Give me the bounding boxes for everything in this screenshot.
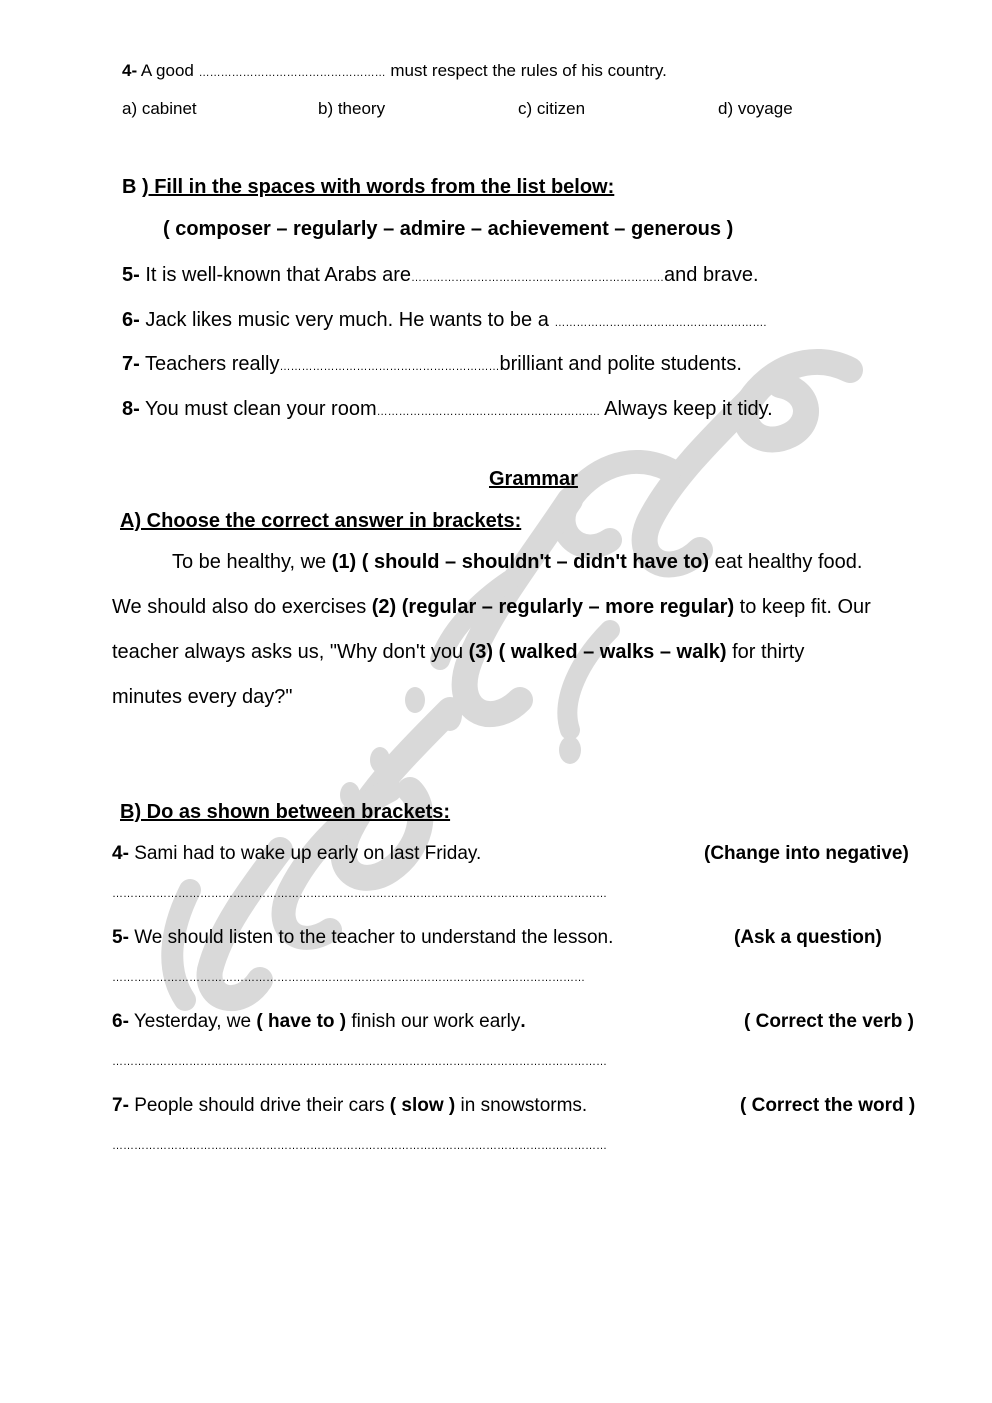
question-number: 4- (112, 843, 129, 864)
passage-text: for thirty (726, 641, 805, 663)
choice-2[interactable]: (2) (regular – regularly – more regular) (371, 596, 735, 618)
question-text-end: finish our work early (346, 1011, 521, 1032)
word-list: ( composer – regularly – admire – achievement – generous ) (163, 218, 734, 240)
transform-item-6 (112, 1011, 526, 1033)
question-text-end: in snowstorms. (455, 1095, 588, 1116)
answer-line-7[interactable]: ……………………………………………………………………………………………………………………… (112, 1140, 607, 1152)
highlighted-verb: ( have to ) (256, 1011, 347, 1032)
fill-item-6 (122, 309, 766, 332)
question-number: 5- (122, 264, 140, 286)
fill-item-8 (122, 398, 773, 421)
question-text-end: must respect the rules of his country. (390, 61, 667, 80)
answer-line-4[interactable]: ……………………………………………………………………………………………………………………… (112, 888, 607, 900)
option-d[interactable]: d) voyage (718, 99, 793, 118)
question-text-end: brilliant and polite students. (499, 353, 742, 375)
choice-3[interactable]: (3) ( walked – walks – walk) (468, 641, 727, 663)
grammar-heading: Grammar (489, 468, 578, 490)
answer-blank[interactable]: …………………………………………………………… (411, 272, 665, 284)
question-number: 5- (112, 927, 129, 948)
grammar-b-title: B) Do as shown between brackets: (120, 801, 451, 823)
question-text: People should drive their cars (134, 1095, 390, 1116)
passage-line-1 (172, 551, 862, 574)
passage-text: to keep fit. Our (734, 596, 871, 618)
answer-blank[interactable]: ……………………………………………………. (376, 406, 600, 418)
passage-line-2 (112, 596, 871, 619)
answer-line-6[interactable]: ……………………………………………………………………………………………………………………… (112, 1056, 607, 1068)
passage-text: We should also do exercises (112, 596, 372, 618)
question-text-end: and brave. (664, 264, 759, 286)
answer-blank[interactable]: …………………………………………………. (554, 317, 767, 329)
question-number: 7- (122, 353, 140, 375)
passage-text: teacher always asks us, "Why don't you (112, 641, 469, 663)
instruction-6: ( Correct the verb ) (744, 1011, 914, 1032)
option-b[interactable]: b) theory (318, 99, 386, 118)
question-text: It is well-known that Arabs are (145, 264, 412, 286)
question-number: 8- (122, 398, 140, 420)
option-a[interactable]: a) cabinet (122, 99, 197, 118)
question-number: 4- (122, 61, 138, 80)
instruction-5: (Ask a question) (734, 927, 882, 948)
instruction-7: ( Correct the word ) (740, 1095, 916, 1116)
question-tail: . (520, 1011, 526, 1032)
transform-item-5 (112, 927, 613, 949)
answer-blank[interactable]: …………………………………………………… (279, 361, 500, 373)
option-c[interactable]: c) citizen (518, 99, 586, 118)
question-number: 7- (112, 1095, 129, 1116)
watermark-calligraphy (150, 330, 870, 1030)
fill-item-7 (122, 353, 742, 376)
passage-text: To be healthy, we (172, 551, 332, 573)
transform-item-4 (112, 843, 481, 865)
question-text: Teachers really (145, 353, 280, 375)
passage-text: eat healthy food. (709, 551, 863, 573)
section-b-title-text: ) Fill in the spaces with words from the list below: (142, 176, 615, 198)
answer-line-5[interactable]: ………………………………………………………………………………………………………………… (112, 972, 585, 984)
answer-blank[interactable]: …………………………………………… (198, 67, 386, 79)
question-text: We should listen to the teacher to understand the lesson. (134, 927, 614, 948)
question-text-end: Always keep it tidy. (604, 398, 773, 420)
passage-line-4: minutes every day?" (112, 686, 293, 708)
question-text: Jack likes music very much. He wants to be a (145, 309, 549, 331)
question-text: Sami had to wake up early on last Friday. (134, 843, 482, 864)
passage-line-3 (112, 641, 804, 664)
question-text: You must clean your room (145, 398, 377, 420)
fill-item-5 (122, 264, 759, 287)
vocab-question-4 (122, 61, 667, 81)
section-b-title-prefix: B (122, 176, 142, 198)
choice-1[interactable]: (1) ( should – shouldn't – didn't have to) (331, 551, 710, 573)
question-number: 6- (122, 309, 140, 331)
transform-item-7 (112, 1095, 587, 1117)
grammar-a-title: A) Choose the correct answer in brackets: (120, 510, 522, 532)
question-number: 6- (112, 1011, 129, 1032)
question-text: A good (140, 61, 194, 80)
section-b-title (122, 176, 614, 199)
instruction-4: (Change into negative) (704, 843, 909, 864)
highlighted-word: ( slow ) (389, 1095, 456, 1116)
question-text: Yesterday, we (133, 1011, 257, 1032)
